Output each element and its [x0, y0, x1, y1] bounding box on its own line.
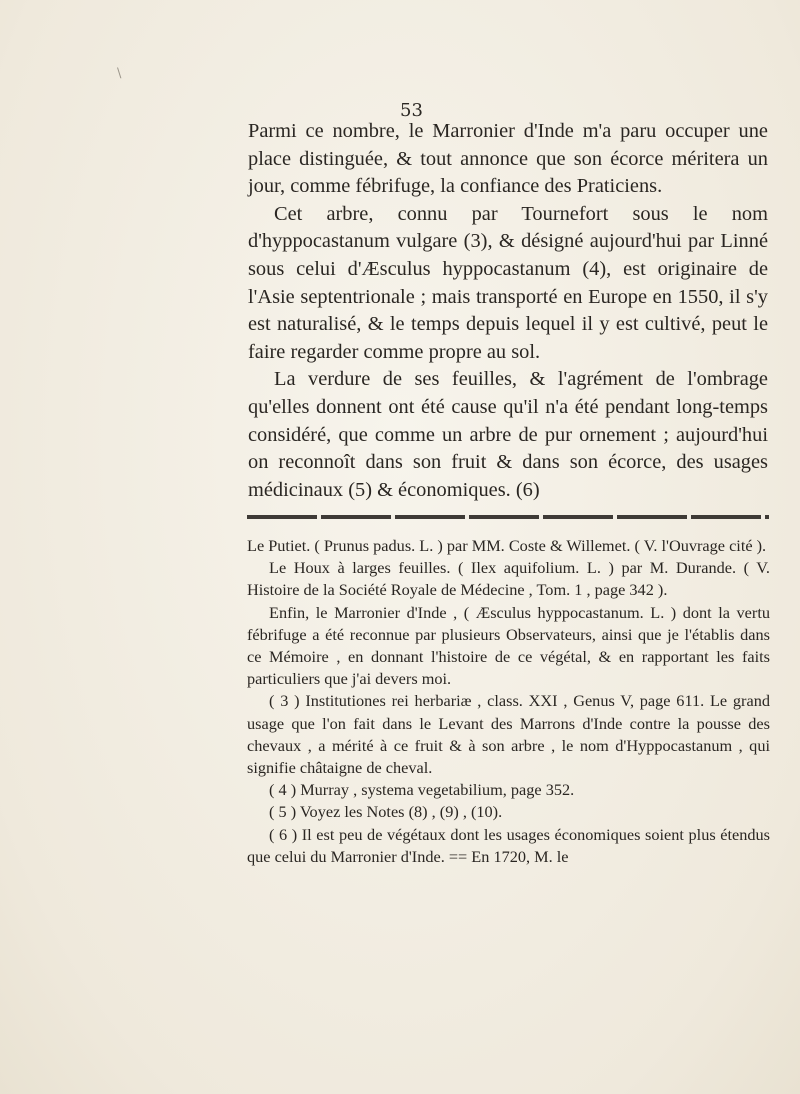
note-3: Enfin, le Marronier d'Inde , ( Æsculus hyppocastanum. L. ) dont la vertu fébrifuge a été reconnue par plusieurs Observateurs, ainsi que je l'établis dans ce Mémoire , en donnant l'histoire de ce végétal, & en rapportant les faits particuliers que j'ai devers moi. [247, 602, 770, 689]
separator-rule [247, 515, 769, 519]
note-2: Le Houx à larges feuilles. ( Ilex aquifolium. L. ) par M. Durande. ( V. Histoire de la Société Royale de Médecine , Tom. 1 , page 342 ). [247, 558, 770, 600]
footnotes [247, 535, 770, 868]
corner-mark: \ [117, 66, 122, 81]
paragraph-3: La verdure de ses feuilles, & l'agrément de l'ombrage qu'elles donnent ont été cause qu'il n'a été pendant long-temps considéré, que comme un arbre de pur ornement ; aujourd'hui on reconnoît dans son fruit & dans son écorce, des usages médicinaux (5) & économiques. (6) [248, 368, 768, 501]
page-number: 53 [400, 100, 423, 121]
paragraph-1: Parmi ce nombre, le Marronier d'Inde m'a paru occuper une place distinguée, & tout annonce que son écorce méritera un jour, comme fébrifuge, la confiance des Praticiens. [248, 120, 768, 198]
paragraph-2: Cet arbre, connu par Tournefort sous le nom d'hyppocastanum vulgare (3), & désigné aujourd'hui par Linné sous celui d'Æsculus hyppocastanum (4), est originaire de l'Asie septentrionale ; mais transporté en Europe en 1550, il s'y est naturalisé, & le temps depuis lequel il y est cultivé, peut le faire regarder comme propre au sol. [248, 202, 768, 363]
note-5: ( 4 ) Murray , systema vegetabilium, page 352. [269, 780, 575, 800]
main-text [248, 118, 768, 504]
note-4: ( 3 ) Institutiones rei herbariæ , class. XXI , Genus V, page 611. Le grand usage que l'on fait dans le Levant des Marrons d'Inde contre la pousse des chevaux , a mérité à ce fruit & à son arbre , le nom d'Hyppocastanum , qui signifie châtaigne de cheval. [247, 691, 770, 778]
note-6: ( 5 ) Voyez les Notes (8) , (9) , (10). [269, 802, 503, 822]
note-1: Le Putiet. ( Prunus padus. L. ) par MM. Coste & Willemet. ( V. l'Ouvrage cité ). [247, 536, 767, 555]
note-7: ( 6 ) Il est peu de végétaux dont les usages économiques soient plus étendus que celui du Marronier d'Inde. == En 1720, M. le [247, 824, 770, 866]
